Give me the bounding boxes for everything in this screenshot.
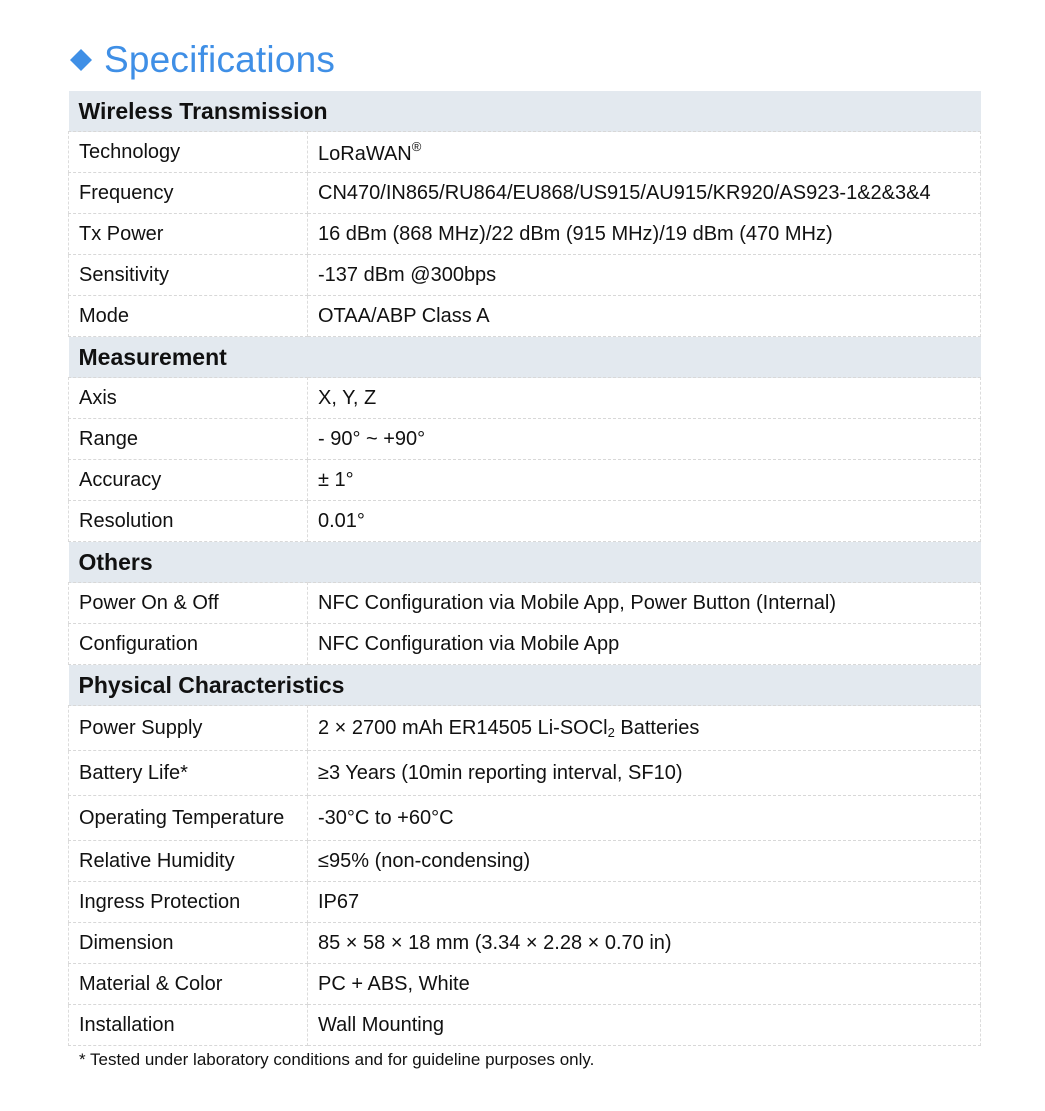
spec-label: Dimension xyxy=(69,923,308,964)
spec-row xyxy=(69,706,981,751)
section-header-row xyxy=(69,91,981,132)
spec-label: Tx Power xyxy=(69,214,308,255)
spec-value: NFC Configuration via Mobile App, Power Button (Internal) xyxy=(308,583,981,624)
spec-value: -137 dBm @300bps xyxy=(308,255,981,296)
section-heading: Others xyxy=(69,542,981,583)
spec-row xyxy=(69,964,981,1005)
spec-value: OTAA/ABP Class A xyxy=(308,296,981,337)
spec-value-text: LoRaWAN xyxy=(318,142,412,165)
spec-row xyxy=(69,214,981,255)
spec-label: Resolution xyxy=(69,501,308,542)
spec-value: 85 × 58 × 18 mm (3.34 × 2.28 × 0.70 in) xyxy=(308,923,981,964)
footnote: * Tested under laboratory conditions and for guideline purposes only. xyxy=(79,1050,595,1069)
spec-table xyxy=(68,91,981,1046)
spec-label: Power On & Off xyxy=(69,583,308,624)
spec-value: - 90° ~ +90° xyxy=(308,419,981,460)
spec-label: Accuracy xyxy=(69,460,308,501)
spec-value: Wall Mounting xyxy=(308,1005,981,1046)
spec-label: Relative Humidity xyxy=(69,841,308,882)
spec-row xyxy=(69,583,981,624)
spec-row xyxy=(69,1005,981,1046)
spec-label: Sensitivity xyxy=(69,255,308,296)
spec-row xyxy=(69,624,981,665)
section-heading: Wireless Transmission xyxy=(69,91,981,132)
spec-value: PC + ABS, White xyxy=(308,964,981,1005)
spec-row xyxy=(69,173,981,214)
spec-label: Configuration xyxy=(69,624,308,665)
section-heading: Physical Characteristics xyxy=(69,665,981,706)
page-title: Specifications xyxy=(104,39,336,80)
spec-label: Battery Life* xyxy=(69,751,308,796)
spec-value: ≤95% (non-condensing) xyxy=(308,841,981,882)
spec-value-text: 2 × 2700 mAh ER14505 Li-SOCl xyxy=(318,716,608,739)
spec-row xyxy=(69,923,981,964)
spec-row xyxy=(69,841,981,882)
page-title-block xyxy=(66,38,335,82)
spec-row xyxy=(69,296,981,337)
spec-value xyxy=(308,132,981,173)
spec-value: 0.01° xyxy=(308,501,981,542)
spec-label: Material & Color xyxy=(69,964,308,1005)
spec-value xyxy=(308,706,981,751)
spec-label: Installation xyxy=(69,1005,308,1046)
spec-value: ± 1° xyxy=(308,460,981,501)
spec-row xyxy=(69,501,981,542)
spec-label: Power Supply xyxy=(69,706,308,751)
section-header-row xyxy=(69,337,981,378)
spec-value: IP67 xyxy=(308,882,981,923)
spec-label: Operating Temperature xyxy=(69,796,308,841)
spec-value: NFC Configuration via Mobile App xyxy=(308,624,981,665)
spec-value-text: Batteries xyxy=(614,716,700,739)
spec-value: CN470/IN865/RU864/EU868/US915/AU915/KR920/AS923-1&2&3&4 xyxy=(308,173,981,214)
spec-value: X, Y, Z xyxy=(308,378,981,419)
spec-label: Technology xyxy=(69,132,308,173)
subscript: 2 xyxy=(607,724,615,740)
section-header-row xyxy=(69,542,981,583)
spec-label: Axis xyxy=(69,378,308,419)
spec-label: Mode xyxy=(69,296,308,337)
section-header-row xyxy=(69,665,981,706)
spec-value: ≥3 Years (10min reporting interval, SF10) xyxy=(308,751,981,796)
spec-value: -30°C to +60°C xyxy=(308,796,981,841)
section-heading: Measurement xyxy=(69,337,981,378)
spec-row xyxy=(69,132,981,173)
spec-label: Range xyxy=(69,419,308,460)
spec-label: Ingress Protection xyxy=(69,882,308,923)
registered-mark: ® xyxy=(411,138,422,154)
spec-row xyxy=(69,460,981,501)
diamond-icon xyxy=(70,49,92,71)
spec-value: 16 dBm (868 MHz)/22 dBm (915 MHz)/19 dBm (470 MHz) xyxy=(308,214,981,255)
spec-label: Frequency xyxy=(69,173,308,214)
spec-row xyxy=(69,882,981,923)
spec-row xyxy=(69,796,981,841)
spec-row xyxy=(69,419,981,460)
spec-row xyxy=(69,751,981,796)
spec-row xyxy=(69,378,981,419)
spec-row xyxy=(69,255,981,296)
